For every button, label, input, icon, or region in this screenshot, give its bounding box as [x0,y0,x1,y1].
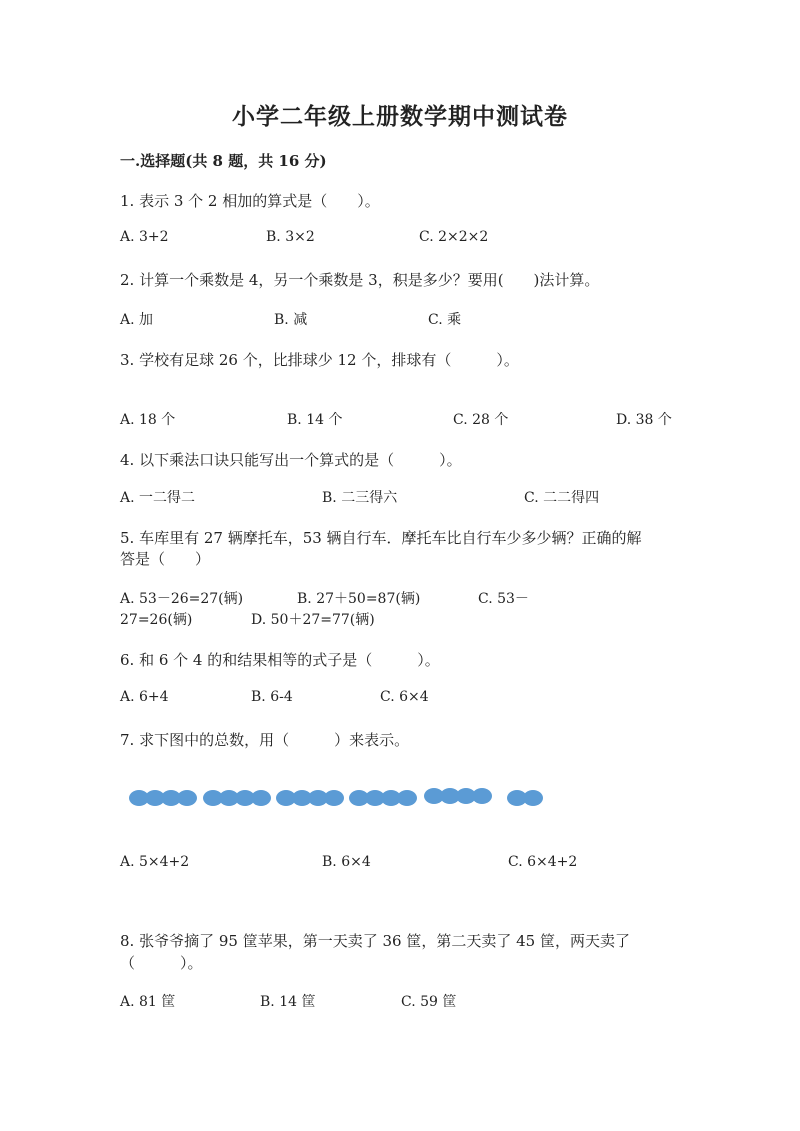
q4-option-c: C. 二二得四 [524,490,600,506]
dot [523,790,543,806]
question-4: 4. 以下乘法口诀只能写出一个算式的是（ ）。 [120,451,462,469]
dot [161,790,181,806]
q2-option-c: C. 乘 [428,312,462,328]
question-8-line-1: 8. 张爷爷摘了 95 筐苹果，第一天卖了 36 筐，第二天卖了 45 筐，两天卖了 [120,932,630,950]
q3-option-c: C. 28 个 [453,412,509,428]
q2-option-b: B. 减 [274,312,308,328]
question-7: 7. 求下图中的总数，用（ ）来表示。 [120,731,410,749]
q1-option-c: C. 2×2×2 [419,229,489,245]
q4-option-a: A. 一二得二 [120,490,196,506]
q4-option-b: B. 二三得六 [322,490,398,506]
dot [507,790,527,806]
q5-option-b: B. 27＋50=87(辆) [297,591,421,607]
dot [129,790,149,806]
question-5-line-2: 答是（ ） [120,550,211,568]
dot [397,790,417,806]
dot [381,790,401,806]
dot [276,790,296,806]
page-title: 小学二年级上册数学期中测试卷 [232,103,568,130]
q6-option-c: C. 6×4 [380,689,429,705]
q2-option-a: A. 加 [120,312,154,328]
q7-option-b: B. 6×4 [322,854,371,870]
q3-option-d: D. 38 个 [616,412,672,428]
question-6: 6. 和 6 个 4 的和结果相等的式子是（ ）。 [120,651,440,669]
question-2: 2. 计算一个乘数是 4，另一个乘数是 3，积是多少？要用( )法计算。 [120,271,600,289]
dot [145,790,165,806]
q6-option-b: B. 6-4 [251,689,293,705]
q5-option-c-part-1: C. 53－ [478,591,529,607]
question-3: 3. 学校有足球 26 个，比排球少 12 个，排球有（ ）。 [120,351,519,369]
question-8-line-2: （ ）。 [120,954,203,972]
section-heading: 一.选择题(共 8 题，共 16 分) [120,152,327,170]
dot [251,790,271,806]
dot [235,790,255,806]
q7-option-a: A. 5×4+2 [120,854,190,870]
dot [308,790,328,806]
q1-option-b: B. 3×2 [266,229,315,245]
q6-option-a: A. 6+4 [120,689,169,705]
dot [440,788,460,804]
dot [424,788,444,804]
q5-option-d: D. 50＋27=77(辆) [251,612,375,628]
q8-option-c: C. 59 筐 [401,994,457,1010]
dot [177,790,197,806]
dot [456,788,476,804]
dot [324,790,344,806]
q7-option-c: C. 6×4+2 [508,854,578,870]
q5-option-a: A. 53－26=27(辆) [120,591,244,607]
question-5-line-1: 5. 车库里有 27 辆摩托车，53 辆自行车．摩托车比自行车少多少辆？正确的解 [120,529,642,547]
question-1: 1. 表示 3 个 2 相加的算式是（ ）。 [120,192,380,210]
dot [472,788,492,804]
dot [365,790,385,806]
dot [349,790,369,806]
q5-option-c-part-2: 27=26(辆) [120,612,193,628]
q8-option-a: A. 81 筐 [120,994,176,1010]
dot [292,790,312,806]
q1-option-a: A. 3+2 [120,229,169,245]
q3-option-a: A. 18 个 [120,412,176,428]
dot [219,790,239,806]
q3-option-b: B. 14 个 [287,412,343,428]
dot [203,790,223,806]
q8-option-b: B. 14 筐 [260,994,316,1010]
